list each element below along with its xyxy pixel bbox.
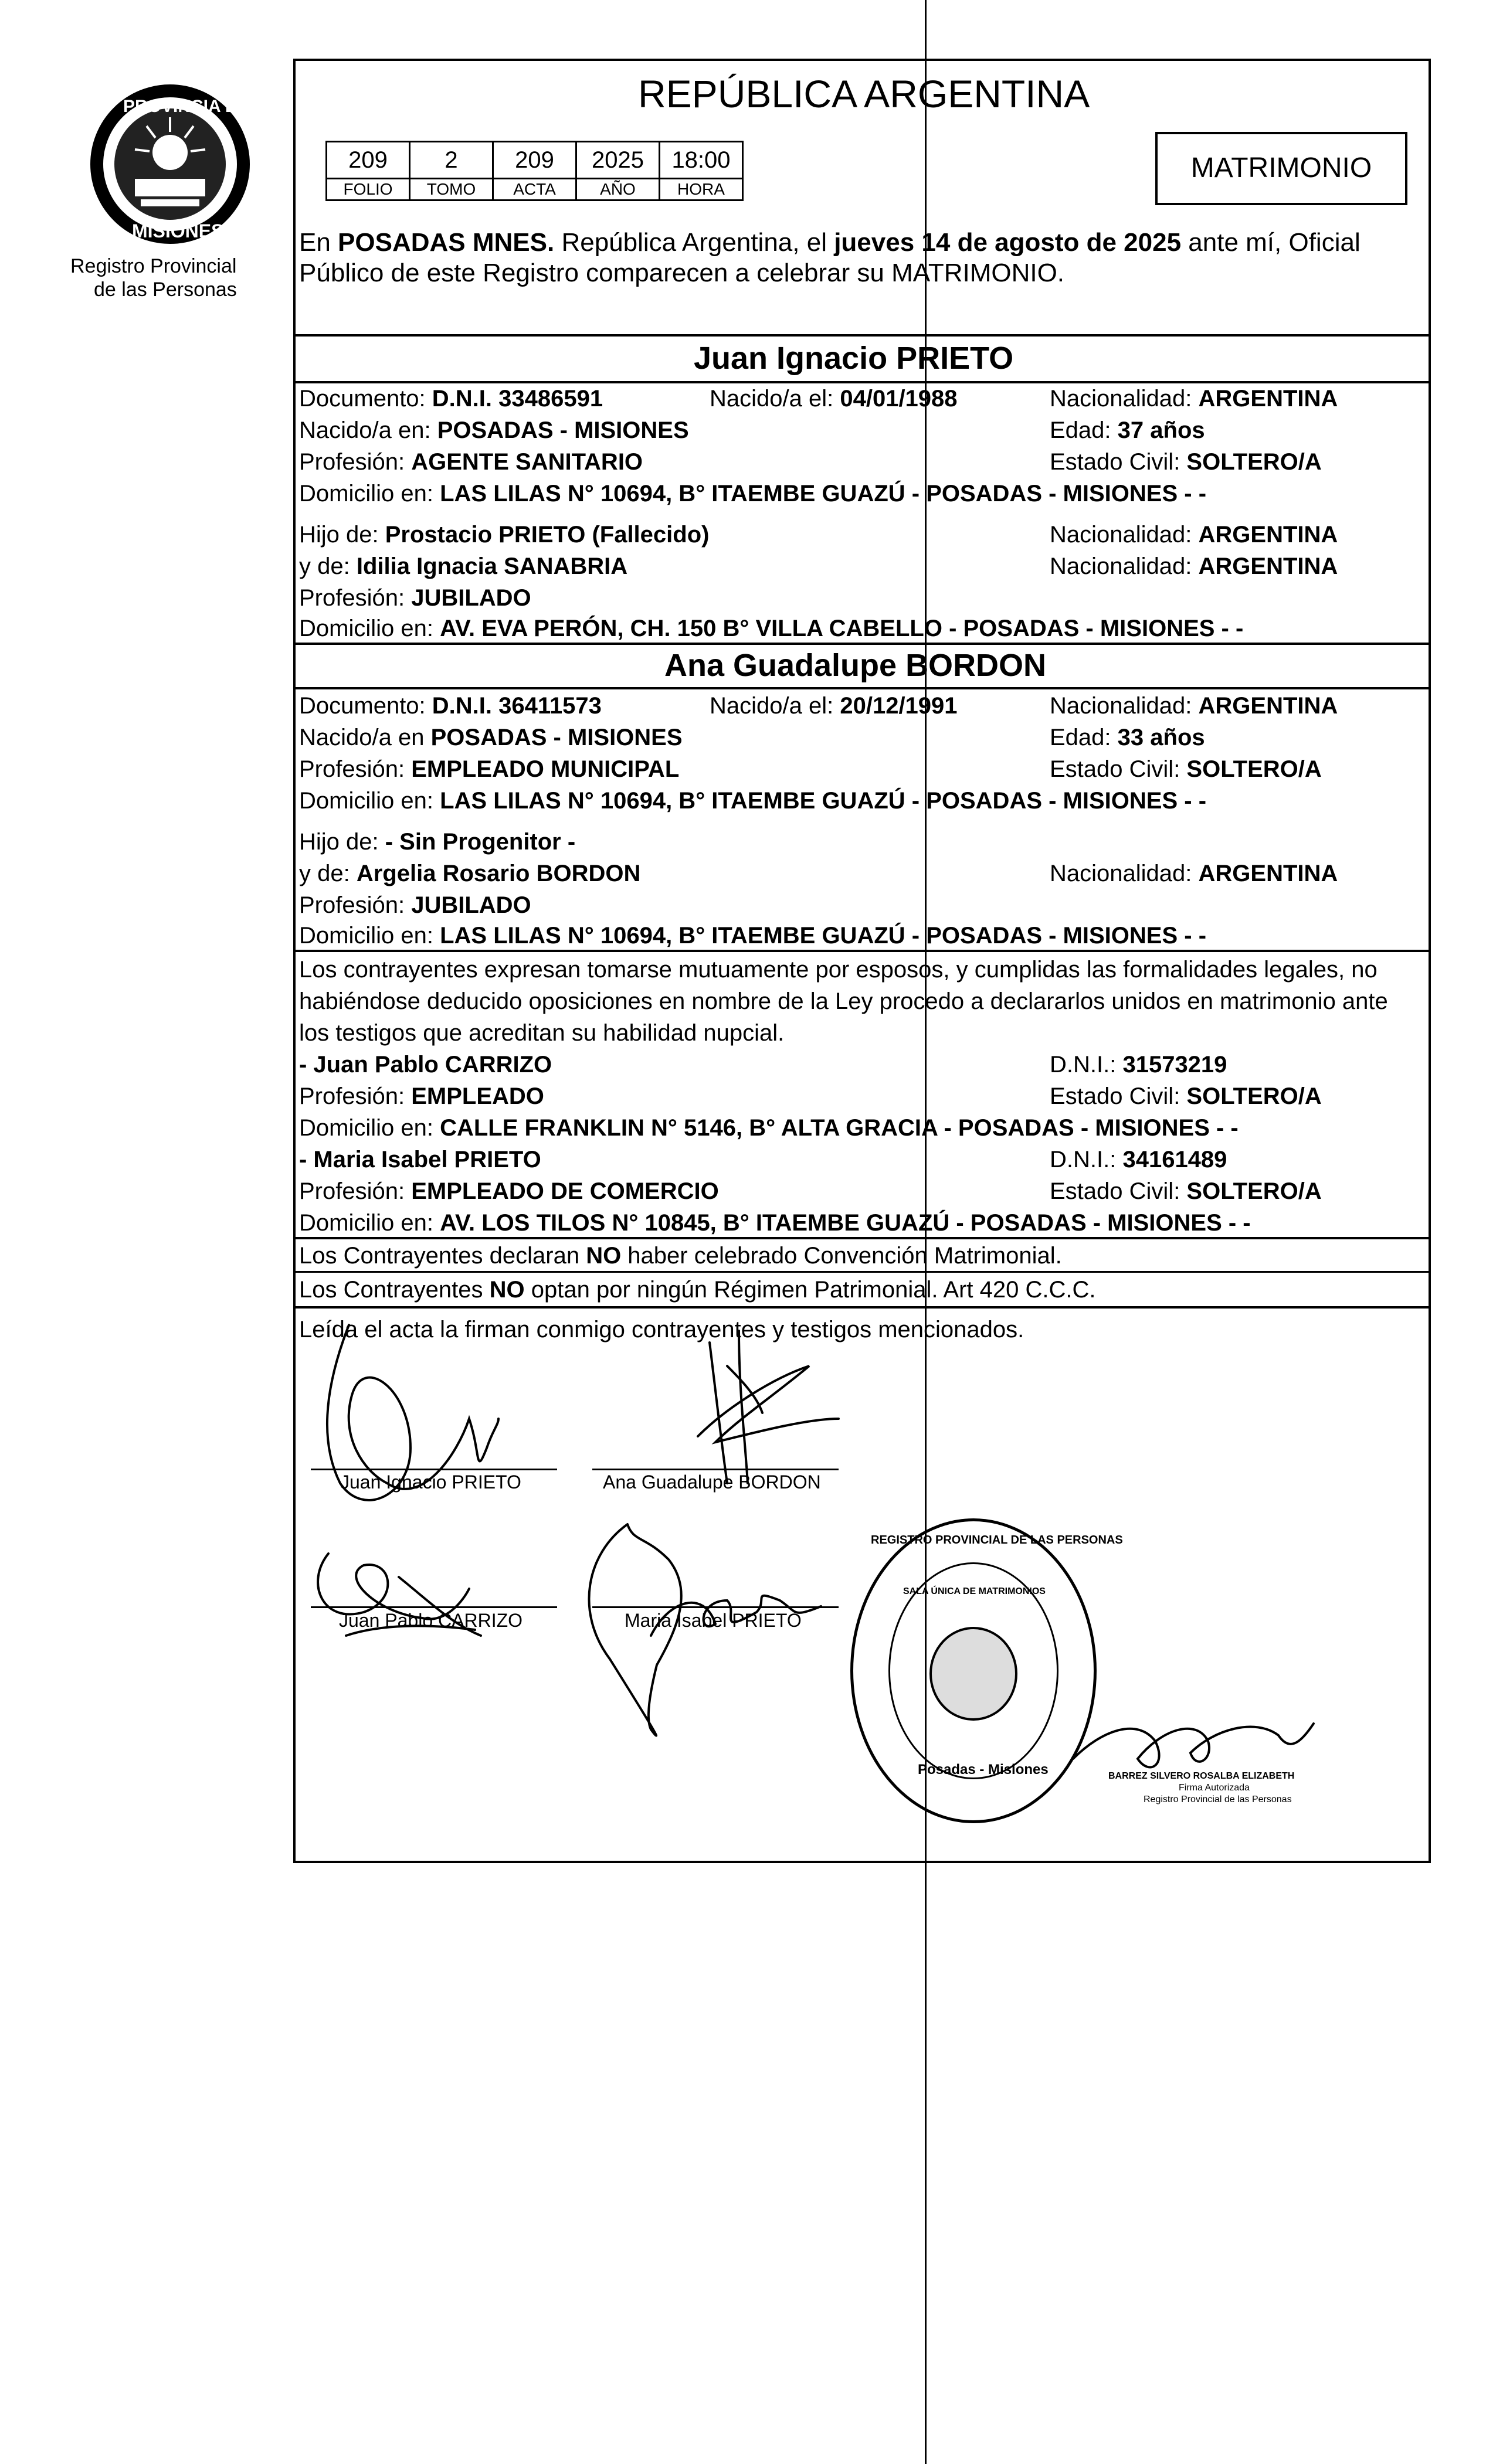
field-label: Profesión: xyxy=(299,892,412,918)
field-label: Nacido/a el: xyxy=(710,386,840,412)
field-value: POSADAS - MISIONES xyxy=(437,417,689,443)
ano-label: AÑO xyxy=(575,178,660,201)
stamp-inner-text: SALA ÚNICA DE MATRIMONIOS xyxy=(903,1586,1046,1596)
declaration-line-3: los testigos que acreditan su habilidad nupcial. xyxy=(299,1020,785,1046)
divider xyxy=(293,1237,1431,1239)
field-value: AV. EVA PERÓN, CH. 150 B° VILLA CABELLO - POSADAS - MISIONES - - xyxy=(440,616,1244,641)
field-label: Hijo de: xyxy=(299,829,385,855)
convention-no: NO xyxy=(489,1277,525,1303)
groom-nationality xyxy=(1050,385,1338,413)
stamp-bottom-text: Posadas - Misiones xyxy=(918,1762,1049,1778)
bride-birthplace xyxy=(299,723,683,752)
groom-birthdate xyxy=(710,385,958,413)
provincial-seal xyxy=(70,76,258,311)
field-label: Profesión: xyxy=(299,756,412,782)
bride-profession xyxy=(299,755,679,783)
field-label: Domicilio en: xyxy=(299,788,440,814)
field-label: Documento: xyxy=(299,693,432,719)
field-label: Nacido/a el: xyxy=(710,693,840,719)
act-type: MATRIMONIO xyxy=(1190,152,1372,183)
field-value: JUBILADO xyxy=(411,585,531,611)
field-label: y de: xyxy=(299,861,357,886)
convention-line-1 xyxy=(299,1242,1062,1270)
witness-2-civil-status xyxy=(1050,1177,1322,1205)
field-value: 37 años xyxy=(1117,417,1205,443)
bride-document xyxy=(299,692,602,720)
folio-label: FOLIO xyxy=(325,178,410,201)
field-label: Domicilio en: xyxy=(299,1210,440,1236)
field-label: Nacido/a en xyxy=(299,725,431,750)
seal-caption-line1: Registro Provincial xyxy=(70,255,237,277)
act-type-box xyxy=(1155,132,1407,205)
divider xyxy=(293,1271,1431,1273)
field-value: ARGENTINA xyxy=(1198,553,1338,579)
field-value: 31573219 xyxy=(1122,1052,1227,1078)
declaration-line-2: habiéndose deducido oposiciones en nombre de la Ley procedo a declararlos unidos en matrimonio ante xyxy=(299,988,1388,1014)
groom-mother xyxy=(299,552,627,580)
witness-1-dni xyxy=(1050,1051,1227,1079)
groom-civil-status xyxy=(1050,448,1322,476)
field-label: D.N.I.: xyxy=(1050,1147,1123,1172)
intro-text: En xyxy=(299,228,338,257)
field-label: Profesión: xyxy=(299,585,412,611)
seal-caption-line2: de las Personas xyxy=(94,278,237,301)
field-value: EMPLEADO MUNICIPAL xyxy=(411,756,680,782)
divider xyxy=(293,643,1431,645)
field-label: Edad: xyxy=(1050,417,1118,443)
field-value: 04/01/1988 xyxy=(840,386,958,412)
field-value: CALLE FRANKLIN N° 5146, B° ALTA GRACIA - POSADAS - MISIONES - - xyxy=(440,1115,1239,1141)
field-value: ARGENTINA xyxy=(1198,522,1338,548)
field-value: EMPLEADO xyxy=(411,1083,544,1109)
field-label: Profesión: xyxy=(299,449,412,475)
field-value: LAS LILAS N° 10694, B° ITAEMBE GUAZÚ - POSADAS - MISIONES - - xyxy=(440,923,1207,949)
groom-parents-address xyxy=(299,614,1243,643)
page-title: REPÚBLICA ARGENTINA xyxy=(638,72,1090,115)
field-value: ARGENTINA xyxy=(1198,386,1338,412)
intro-date: jueves 14 de agosto de 2025 xyxy=(834,228,1182,257)
witness-2-dni xyxy=(1050,1146,1227,1174)
field-value: ARGENTINA xyxy=(1198,693,1338,719)
field-value: 34161489 xyxy=(1122,1147,1227,1172)
groom-profession xyxy=(299,448,643,476)
field-value: D.N.I. 36411573 xyxy=(432,693,602,719)
groom-parents-profession xyxy=(299,584,531,612)
field-value: SOLTERO/A xyxy=(1186,1178,1322,1204)
groom-document xyxy=(299,385,603,413)
groom-name: Juan Ignacio PRIETO xyxy=(694,341,1014,376)
witness2-signature-caption: Maria Isabel PRIETO xyxy=(625,1610,802,1631)
field-value: Prostacio PRIETO (Fallecido) xyxy=(385,522,710,548)
field-label: Domicilio en: xyxy=(299,616,440,641)
field-label: Nacionalidad: xyxy=(1050,386,1199,412)
field-label: Nacionalidad: xyxy=(1050,693,1199,719)
field-value: Idilia Ignacia SANABRIA xyxy=(356,553,628,579)
hora-label: HORA xyxy=(659,178,744,201)
closing-statement: Leída el acta la firman conmigo contrayentes y testigos mencionados. xyxy=(299,1317,1024,1343)
witness-1-name: - Juan Pablo CARRIZO xyxy=(299,1052,552,1078)
field-value: SOLTERO/A xyxy=(1186,1083,1322,1109)
bride-age xyxy=(1050,723,1205,752)
bride-mother xyxy=(299,859,640,888)
field-label: Profesión: xyxy=(299,1178,412,1204)
hora-value: 18:00 xyxy=(659,141,744,179)
field-label: Nacionalidad: xyxy=(1050,522,1199,548)
field-value: 20/12/1991 xyxy=(840,693,958,719)
field-label: Nacido/a en: xyxy=(299,417,437,443)
convention-text: Los Contrayentes xyxy=(299,1277,490,1303)
field-value: SOLTERO/A xyxy=(1186,449,1322,475)
official-role-2: Registro Provincial de las Personas xyxy=(1144,1795,1292,1804)
convention-text: Los Contrayentes declaran xyxy=(299,1243,586,1269)
divider xyxy=(293,687,1431,689)
field-value: LAS LILAS N° 10694, B° ITAEMBE GUAZÚ - POSADAS - MISIONES - - xyxy=(440,788,1207,814)
acta-label: ACTA xyxy=(492,178,577,201)
intro-city: POSADAS MNES. xyxy=(338,228,555,257)
field-label: Profesión: xyxy=(299,1083,412,1109)
witness-1-civil-status xyxy=(1050,1082,1322,1110)
field-value: D.N.I. 33486591 xyxy=(432,386,603,412)
bride-name: Ana Guadalupe BORDON xyxy=(664,648,1047,683)
signature-line xyxy=(592,1606,839,1608)
seal-top-text: PROVINCIA DE xyxy=(123,97,250,116)
intro-text: ante mí, Oficial xyxy=(1181,228,1360,257)
folio-value: 209 xyxy=(325,141,410,179)
field-label: Estado Civil: xyxy=(1050,449,1187,475)
field-value: Argelia Rosario BORDON xyxy=(356,861,641,886)
witness-2-profession xyxy=(299,1177,719,1205)
field-value: SOLTERO/A xyxy=(1186,756,1322,782)
stamp-ring-text: REGISTRO PROVINCIAL DE LAS PERSONAS xyxy=(871,1534,1123,1547)
groom-address xyxy=(299,480,1206,508)
record-number-table xyxy=(325,141,748,211)
convention-text: optan por ningún Régimen Patrimonial. Art 420 C.C.C. xyxy=(524,1277,1096,1303)
field-value: AGENTE SANITARIO xyxy=(411,449,643,475)
witness-2-name: - Maria Isabel PRIETO xyxy=(299,1147,541,1172)
field-label: D.N.I.: xyxy=(1050,1052,1123,1078)
official-stamp xyxy=(850,1518,1123,1823)
convention-no: NO xyxy=(586,1243,622,1269)
stamp-emblem-icon xyxy=(929,1627,1017,1721)
signature-line xyxy=(311,1606,557,1608)
bride-birthdate xyxy=(710,692,958,720)
bride-nationality xyxy=(1050,692,1338,720)
field-value: JUBILADO xyxy=(411,892,531,918)
ano-value: 2025 xyxy=(575,141,660,179)
field-label: Domicilio en: xyxy=(299,1115,440,1141)
intro-line-2: Público de este Registro comparecen a celebrar su MATRIMONIO. xyxy=(299,259,1065,287)
field-label: Domicilio en: xyxy=(299,481,440,507)
field-value: - Sin Progenitor - xyxy=(385,829,576,855)
groom-age xyxy=(1050,416,1205,444)
acta-value: 209 xyxy=(492,141,577,179)
witness-2-address xyxy=(299,1209,1251,1237)
field-label: y de: xyxy=(299,553,357,579)
bride-address xyxy=(299,787,1206,815)
field-value: LAS LILAS N° 10694, B° ITAEMBE GUAZÚ - POSADAS - MISIONES - - xyxy=(440,481,1207,507)
bride-civil-status xyxy=(1050,755,1322,783)
official-signature-icon xyxy=(1073,1724,1314,1767)
field-label: Nacionalidad: xyxy=(1050,861,1199,886)
field-label: Nacionalidad: xyxy=(1050,553,1199,579)
bride-signature-caption: Ana Guadalupe BORDON xyxy=(603,1471,821,1493)
divider xyxy=(293,381,1431,383)
seal-bottom-text: MISIONES xyxy=(132,220,224,242)
bride-mother-nationality xyxy=(1050,859,1338,888)
intro-text: República Argentina, el xyxy=(554,228,834,257)
convention-line-2 xyxy=(299,1276,1096,1304)
witness1-signature-caption: Juan Pablo CARRIZO xyxy=(339,1610,523,1631)
field-label: Estado Civil: xyxy=(1050,1178,1187,1204)
intro-line-1 xyxy=(299,227,1360,258)
bride-parents-address xyxy=(299,922,1206,950)
bride-father xyxy=(299,828,575,856)
field-label: Estado Civil: xyxy=(1050,1083,1187,1109)
groom-father-nationality xyxy=(1050,521,1338,549)
declaration-line-1: Los contrayentes expresan tomarse mutuamente por esposos, y cumplidas las formalidades legales, no xyxy=(299,957,1378,983)
groom-birthplace xyxy=(299,416,689,444)
official-name: BARREZ SILVERO ROSALBA ELIZABETH xyxy=(1108,1771,1295,1781)
field-label: Estado Civil: xyxy=(1050,756,1187,782)
field-label: Edad: xyxy=(1050,725,1118,750)
field-label: Documento: xyxy=(299,386,432,412)
tomo-value: 2 xyxy=(409,141,494,179)
groom-signature-caption: Juan Ignacio PRIETO xyxy=(340,1471,521,1493)
groom-father xyxy=(299,521,709,549)
divider xyxy=(293,334,1431,337)
field-value: ARGENTINA xyxy=(1198,861,1338,886)
field-value: POSADAS - MISIONES xyxy=(430,725,683,750)
bride-parents-profession xyxy=(299,891,531,919)
groom-mother-nationality xyxy=(1050,552,1338,580)
field-label: Domicilio en: xyxy=(299,923,440,949)
witness-1-address xyxy=(299,1114,1239,1142)
field-value: EMPLEADO DE COMERCIO xyxy=(411,1178,719,1204)
divider xyxy=(293,950,1431,952)
field-label: Hijo de: xyxy=(299,522,385,548)
official-role-1: Firma Autorizada xyxy=(1179,1783,1250,1793)
field-value: 33 años xyxy=(1117,725,1205,750)
field-value: AV. LOS TILOS N° 10845, B° ITAEMBE GUAZÚ - POSADAS - MISIONES - - xyxy=(440,1210,1251,1236)
convention-text: haber celebrado Convención Matrimonial. xyxy=(621,1243,1062,1269)
witness-1-profession xyxy=(299,1082,544,1110)
tomo-label: TOMO xyxy=(409,178,494,201)
bride-signature-icon xyxy=(698,1331,839,1483)
